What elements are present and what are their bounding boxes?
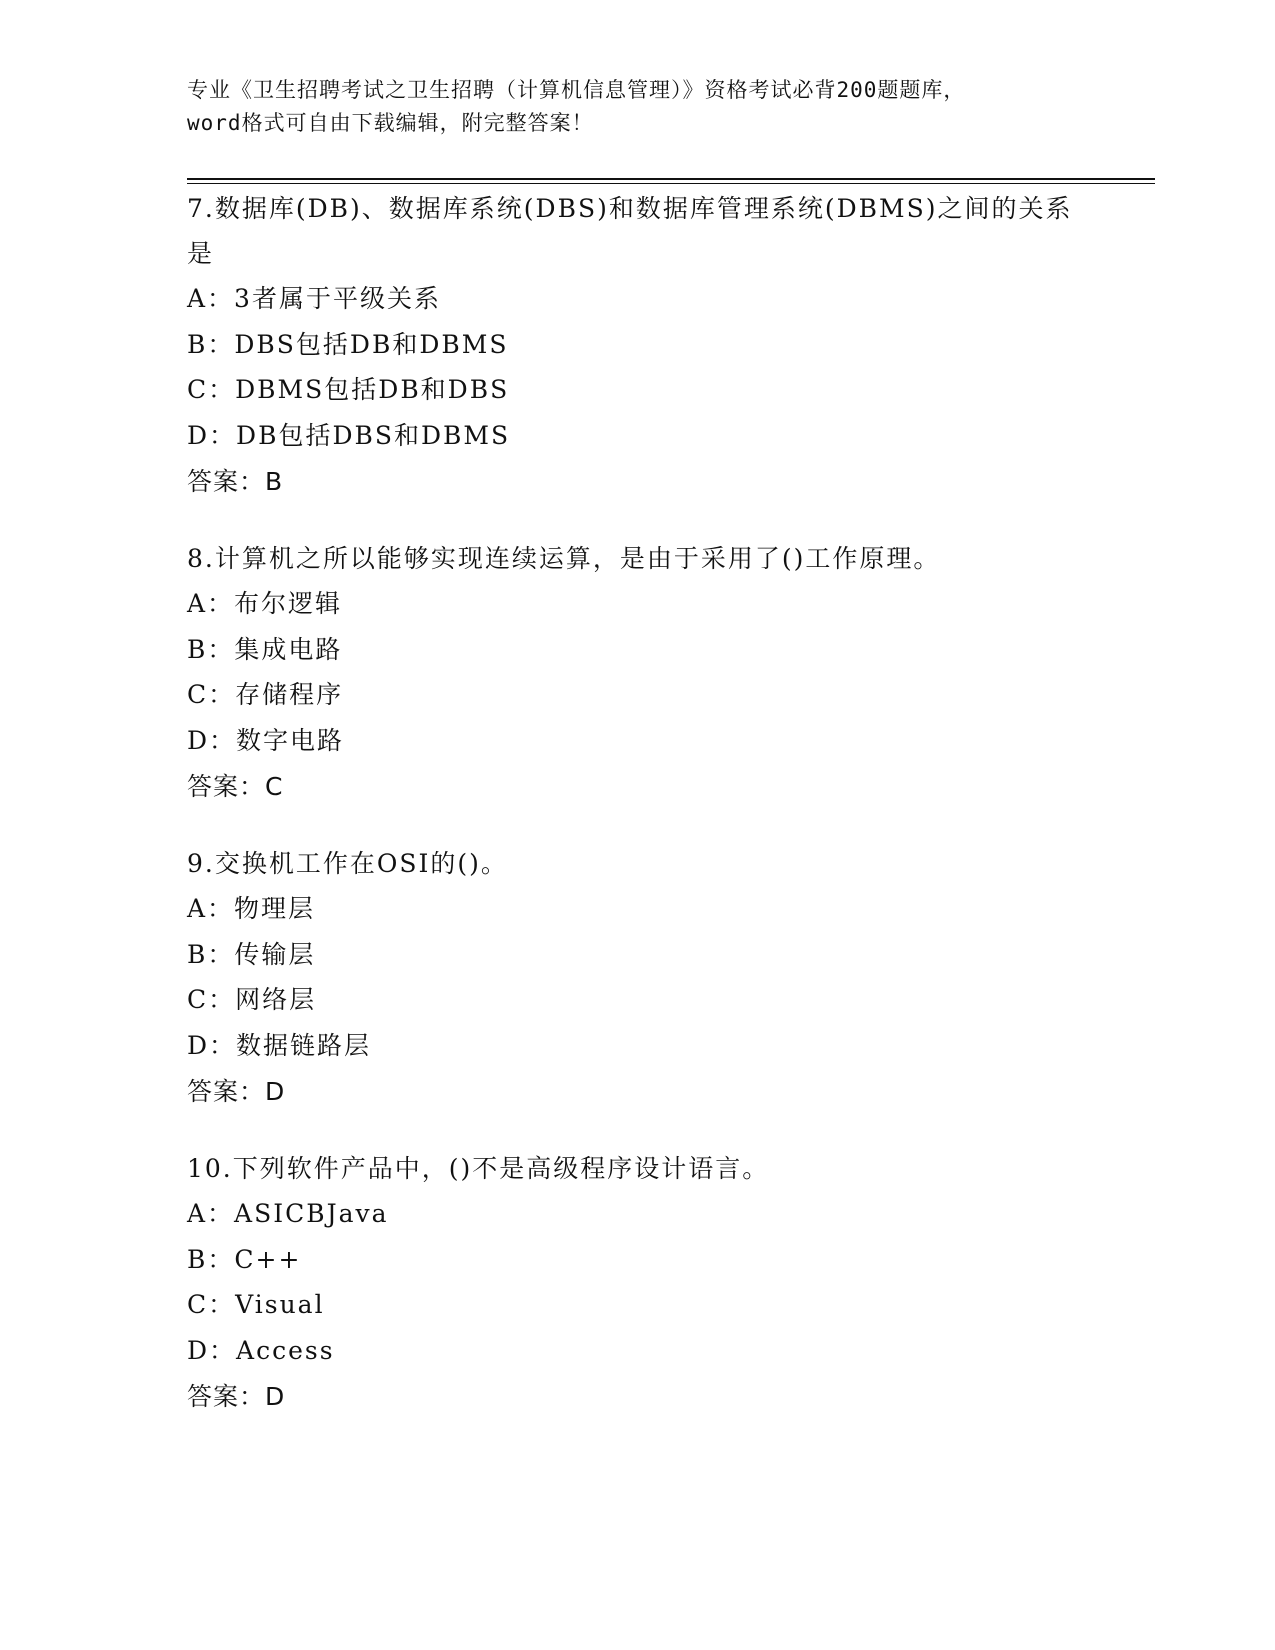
question-9 — [187, 841, 1087, 1114]
option-a: A：ASICBJava — [187, 1199, 389, 1228]
answer-text: 答案：D — [187, 1076, 286, 1106]
question-stem: 9.交换机工作在OSI的()。 — [187, 849, 508, 878]
option-d: D：Access — [187, 1336, 335, 1366]
option-c: C：存储程序 — [187, 680, 344, 710]
answer-text: 答案：D — [187, 1381, 286, 1411]
answer-text: 答案：B — [187, 466, 284, 496]
option-a: A：布尔逻辑 — [187, 589, 343, 618]
question-stem: 8.计算机之所以能够实现连续运算，是由于采用了()工作原理。 — [187, 544, 941, 573]
option-b: B：C++ — [187, 1244, 302, 1274]
option-c: C：Visual — [187, 1290, 325, 1320]
header-divider-thin — [187, 183, 1155, 184]
option-d: D：数据链路层 — [187, 1031, 372, 1061]
question-10 — [187, 1146, 1087, 1419]
answer-text: 答案：C — [187, 771, 284, 801]
header-divider-thick — [187, 178, 1155, 180]
header-line-1: 专业《卫生招聘考试之卫生招聘（计算机信息管理）》资格考试必背200题题库， — [187, 78, 966, 102]
option-d: D：数字电路 — [187, 726, 345, 756]
question-stem: 7.数据库(DB)、数据库系统(DBS)和数据库管理系统(DBMS)之间的关系是 — [187, 194, 1073, 268]
document-header — [187, 74, 1087, 140]
option-b: B：集成电路 — [187, 634, 343, 664]
option-d: D：DB包括DBS和DBMS — [187, 421, 511, 451]
question-8 — [187, 536, 1087, 809]
question-7 — [187, 186, 1087, 504]
option-a: A：物理层 — [187, 894, 316, 923]
header-line-2: word格式可自由下载编辑，附完整答案！ — [187, 111, 594, 135]
question-stem: 10.下列软件产品中，()不是高级程序设计语言。 — [187, 1154, 770, 1183]
option-c: C：DBMS包括DB和DBS — [187, 375, 510, 405]
option-b: B：传输层 — [187, 939, 316, 969]
option-c: C：网络层 — [187, 985, 317, 1015]
option-a: A：3者属于平级关系 — [187, 284, 441, 313]
option-b: B：DBS包括DB和DBMS — [187, 329, 509, 359]
